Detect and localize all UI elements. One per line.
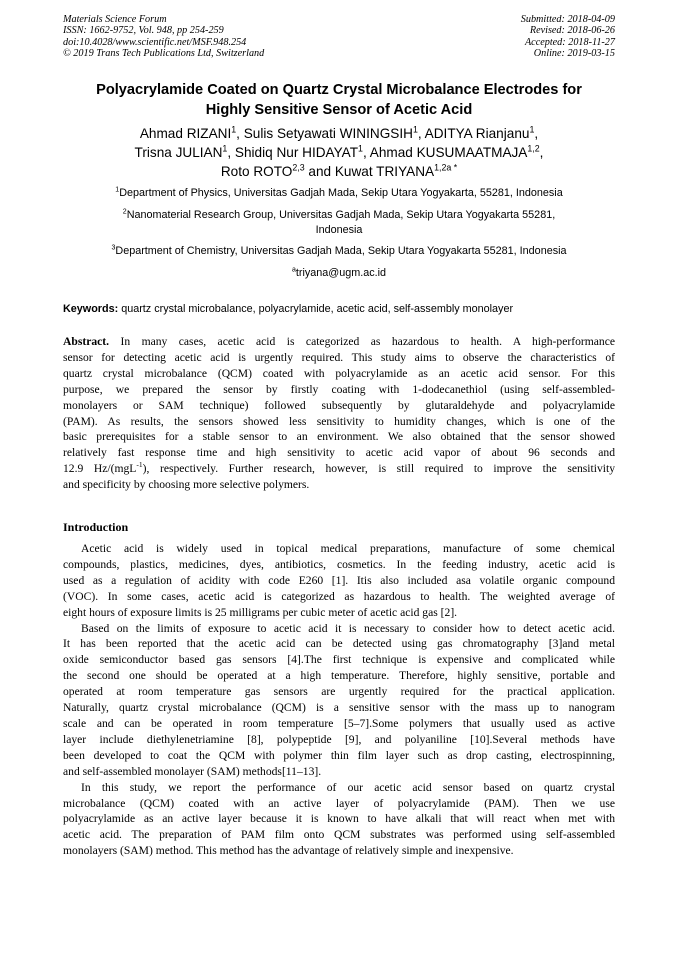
- paragraph-line: It has been reported that the acetic acid can be detected using gas chromatography [3]and metal: [63, 637, 615, 651]
- author-line: [60, 143, 618, 162]
- date-revised: Revised: 2018-06-26: [529, 25, 615, 37]
- author-separator: ,: [534, 126, 539, 141]
- abstract-line: [63, 461, 615, 477]
- paragraph-line: acetic acid. The preparation of PAM film onto QCM substrates was performed using self-assembled: [63, 828, 615, 842]
- author-affil-mark: 1,2: [527, 143, 540, 154]
- abstract-text: ), respectively. Further research, however, is still required to improve the sensitivity: [142, 462, 616, 476]
- paragraph-line: monolayers (SAM) method. This method has the advantage of relatively simple and inexpensive.: [63, 844, 514, 858]
- author-name: Trisna JULIAN: [134, 145, 223, 160]
- affiliation-mark: 3: [111, 244, 116, 252]
- keywords-text: quartz crystal microbalance, polyacrylamide, acetic acid, self-assembly monolayer: [118, 303, 514, 315]
- affiliation-1: [60, 186, 618, 201]
- abstract-text: In many cases, acetic acid is categorized as hazardous to health. A high-performance: [109, 335, 615, 348]
- abstract-label: Abstract.: [63, 335, 110, 348]
- journal-issn: ISSN: 1662-9752, Vol. 948, pp 254-259: [63, 25, 224, 37]
- section-heading-introduction: Introduction: [63, 520, 129, 534]
- abstract-line: purpose, we prepared the sensor by firstly coating with 1-dodecanethiol (using self-assembled-: [63, 382, 615, 396]
- keywords: [63, 302, 513, 317]
- author-name: , Sulis Setyawati WININGSIH: [236, 126, 413, 141]
- introduction-body: [63, 541, 615, 859]
- unit-exponent: -1: [136, 460, 143, 470]
- journal-copyright: © 2019 Trans Tech Publications Ltd, Switzerland: [63, 48, 265, 60]
- affiliation-line: [60, 208, 618, 223]
- affiliation-text: Department of Physics, Universitas Gadjah Mada, Sekip Utara Yogyakarta, 55281, Indonesia: [119, 187, 563, 199]
- abstract-line: monolayers or SAM technique) followed subsequently by glutaraldehyde and polyacrylamide: [63, 398, 615, 412]
- author-separator: ,: [539, 145, 544, 160]
- paper-title: [60, 80, 618, 120]
- affiliation-mark: 1: [115, 186, 120, 194]
- email-line: [60, 266, 618, 281]
- author-affil-mark: 2,3: [292, 162, 305, 173]
- affiliation-line: [60, 186, 618, 201]
- paragraph-line: scale and can be operated in room temperature [5–7].Some polymers that usually used as active: [63, 716, 615, 730]
- affiliation-text: Department of Chemistry, Universitas Gadjah Mada, Sekip Utara Yogyakarta 55281, Indonesia: [115, 245, 567, 257]
- paragraph-line: Based on the limits of exposure to acetic acid it is necessary to consider how to detect acetic acid.: [81, 621, 615, 635]
- date-submitted: Submitted: 2018-04-09: [520, 14, 615, 25]
- email-mark: a: [291, 266, 296, 274]
- author-name: , Shidiq Nur HIDAYAT: [227, 145, 359, 160]
- email-address: triyana@ugm.ac.id: [295, 267, 387, 279]
- paragraph-line: Acetic acid is widely used in topical medical preparations, manufacture of some chemical: [81, 542, 615, 555]
- paragraph-line: been developed to coat the QCM with polymer thin film layer such as drop casting, electrospinning,: [63, 748, 615, 762]
- publication-dates: [521, 14, 615, 60]
- paragraph-line: layer include diethylenetriamine [8], polypeptide [9], and polyaniline [10].Several methods have: [63, 732, 615, 746]
- abstract: [63, 334, 615, 493]
- paragraph-line: compounds, plastics, medicines, dyes, antibiotics, cosmetics. In the feeding industry, acetic acid is: [63, 557, 615, 571]
- abstract-line: (PAM). As results, the sensors showed less sensitivity to humidity changes, which is one of the: [63, 414, 615, 428]
- abstract-line: basic prerequisites for a stable sensor to an environment. We also obtained that the sensor showed: [63, 430, 615, 444]
- affiliation-text: Nanomaterial Research Group, Universitas Gadjah Mada, Sekip Utara Yogyakarta 55281,: [126, 209, 556, 221]
- paragraph-line: used as a regulation of acidity with code E260 [1]. Itis also included asa volatile organic compound: [63, 573, 615, 587]
- author-line: [60, 162, 618, 181]
- author-affil-mark: 1: [231, 124, 237, 135]
- affiliation-mark: 2: [122, 208, 127, 216]
- paragraph-line: Naturally, quartz crystal microbalance (QCM) is a sensitive sensor with the mass up to nanogram: [63, 701, 615, 715]
- author-name: Ahmad RIZANI: [139, 126, 232, 141]
- journal-doi: doi:10.4028/www.scientific.net/MSF.948.254: [63, 36, 247, 48]
- abstract-line: and specificity by choosing more selective polymers.: [63, 478, 310, 492]
- affiliation-3: [60, 244, 618, 259]
- paragraph-line: operated at room temperature gas sensors are urgently required for the practical application.: [63, 685, 615, 699]
- journal-name: Materials Science Forum: [63, 14, 167, 25]
- date-accepted: Accepted: 2018-11-27: [524, 36, 615, 48]
- abstract-text: 12.9 Hz/(mgL: [63, 462, 137, 476]
- abstract-line: relatively fast response time and high sensitivity to acetic acid vapor of about 96 seconds and: [63, 446, 615, 460]
- author-affil-mark: 1,2a *: [434, 162, 458, 173]
- affiliation-line: [60, 244, 618, 259]
- paragraph-line: and self-assembled monolayer (SAM) methods[11–13].: [63, 764, 322, 778]
- paragraph-line: In this study, we report the performance of our acetic acid sensor based on quartz crystal: [81, 780, 615, 794]
- author-name: , ADITYA Rianjanu: [417, 126, 530, 141]
- paragraph-line: the second one should be operated at a high temperature. Therefore, highly sensitive, portable and: [63, 669, 615, 683]
- author-affil-mark: 1: [358, 143, 363, 154]
- title-line: Highly Sensitive Sensor of Acetic Acid: [205, 102, 473, 118]
- paragraph-line: (VOC). In some cases, acetic acid is categorized as hazardous to health. The weighted average of: [63, 589, 615, 603]
- date-online: Online: 2019-03-15: [533, 48, 615, 60]
- author-name: , Ahmad KUSUMAATMAJA: [362, 145, 528, 160]
- paragraph-line: oxide semiconductor based gas sensors [4].The first technique is expensive and complicated while: [63, 653, 615, 667]
- author-name: Roto ROTO: [220, 164, 293, 179]
- abstract-line: quartz crystal microbalance (QCM) coated with polyacrylamide as an acetic acid sensor. For this: [63, 366, 615, 380]
- title-line: Polyacrylamide Coated on Quartz Crystal Microbalance Electrodes for: [96, 82, 582, 98]
- keywords-label: Keywords:: [63, 303, 119, 315]
- abstract-line: sensor for detecting acetic acid is urgently required. This study aims to observe the characteristics of: [63, 350, 615, 364]
- abstract-line: [63, 334, 615, 350]
- author-line: [60, 124, 618, 143]
- corresponding-email: [60, 266, 618, 281]
- author-affil-mark: 1: [529, 124, 535, 135]
- author-list: [60, 124, 618, 181]
- affiliation-2: [60, 208, 618, 238]
- author-name: and Kuwat TRIYANA: [304, 164, 435, 179]
- affiliation-line: Indonesia: [315, 224, 363, 236]
- journal-info: [63, 14, 264, 60]
- author-affil-mark: 1: [222, 143, 228, 154]
- paragraph-line: eight hours of exposure limits is 25 milligrams per cubic meter of acetic acid gas [2].: [63, 605, 458, 619]
- paragraph-line: microbalance (QCM) coated with an active layer of polyacrylamide (PAM). Then we use: [63, 796, 615, 810]
- author-affil-mark: 1: [412, 124, 418, 135]
- paragraph-line: polyacrylamide as an active layer because it is known to have alkali that will react when met with: [63, 812, 615, 826]
